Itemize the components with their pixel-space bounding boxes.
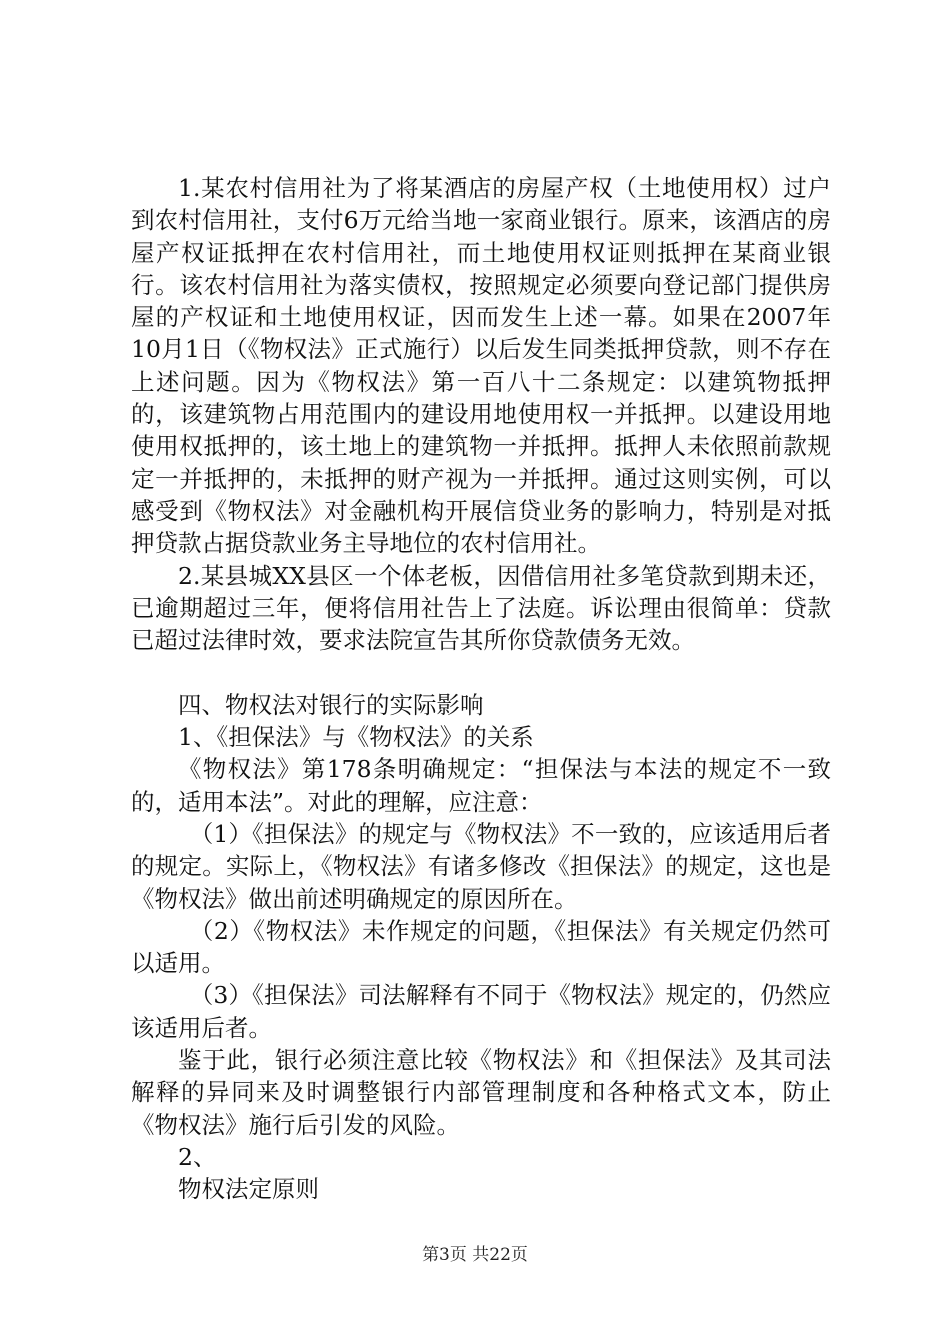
- list-item-2: （2）《物权法》未作规定的问题，《担保法》有关规定仍然可以适用。: [131, 916, 831, 978]
- page-number: 第3页 共22页: [422, 1245, 528, 1265]
- paragraph-case-1: 1.某农村信用社为了将某酒店的房屋产权（土地使用权）过户到农村信用社，支付6万元给当地一家商业银行。原来，该酒店的房屋产权证抵押在农村信用社，而土地使用权证则抵押在某商业银行。该农村信用社为落实债权，按照规定必须要向登记部门提供房屋的产权证和土地使用权证，因而发生上述一幕。如果在2007年10月1日（《物权法》正式施行）以后发生同类抵押贷款，则不存在上述问题。因为《物权法》第一百八十二条规定：以建筑物抵押的，该建筑物占用范围内的建设用地使用权一并抵押。以建设用地使用权抵押的，该土地上的建筑物一并抵押。抵押人未依照前款规定一并抵押的，未抵押的财产视为一并抵押。通过这则实例，可以感受到《物权法》对金融机构开展信贷业务的影响力，特别是对抵押贷款占据贷款业务主导地位的农村信用社。: [131, 174, 831, 558]
- paragraph-conclusion: 鉴于此，银行必须注意比较《物权法》和《担保法》及其司法解释的异同来及时调整银行内部管理制度和各种格式文本，防止《物权法》施行后引发的风险。: [131, 1046, 831, 1139]
- paragraph-article-178: 《物权法》第178条明确规定：“担保法与本法的规定不一致的，适用本法”。对此的理解，应注意：: [131, 755, 831, 816]
- list-item-3: （3）《担保法》司法解释有不同于《物权法》规定的，仍然应该适用后者。: [131, 981, 831, 1042]
- blank-line: [131, 656, 831, 688]
- document-body: [131, 172, 831, 1206]
- subsection-heading-1: 1、《担保法》与《物权法》的关系: [178, 723, 534, 752]
- subsection-heading-2: 2、: [178, 1142, 217, 1171]
- subsection-title-2: 物权法定原则: [178, 1175, 319, 1204]
- section-heading: 四、物权法对银行的实际影响: [178, 690, 484, 719]
- paragraph-case-2: 2.某县城XX县区一个体老板，因借信用社多笔贷款到期未还，已逾期超过三年，便将信用社告上了法庭。诉讼理由很简单：贷款已超过法律时效，要求法院宣告其所你贷款债务无效。: [131, 561, 831, 655]
- list-item-1: （1）《担保法》的规定与《物权法》不一致的，应该适用后者的规定。实际上，《物权法》有诸多修改《担保法》的规定，这也是《物权法》做出前述明确规定的原因所在。: [131, 819, 831, 913]
